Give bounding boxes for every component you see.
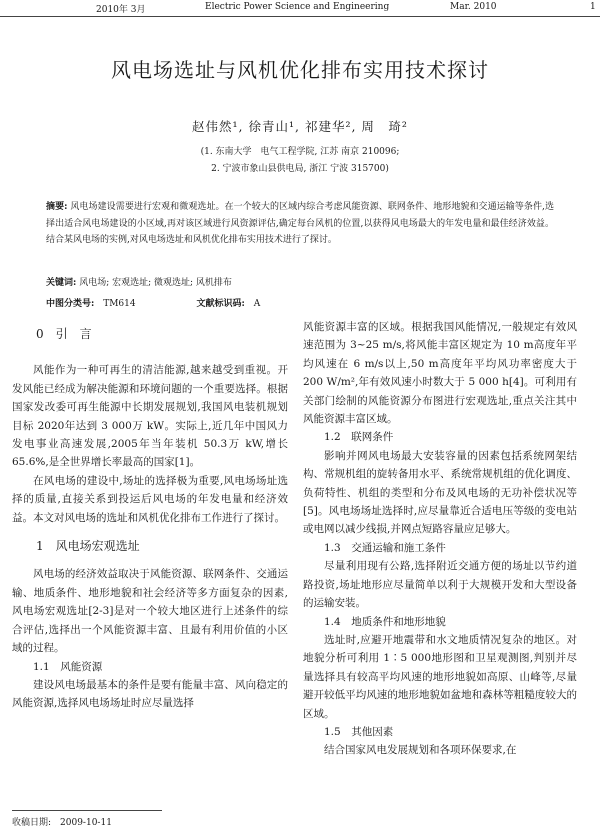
affiliation-1: (1. 东南大学 电气工程学院, 江苏 南京 210096; — [200, 147, 400, 157]
abstract — [46, 199, 554, 249]
keywords — [46, 275, 232, 288]
subsection-heading: 1.2 联网条件 — [324, 431, 394, 444]
authors: 赵伟然¹, 徐青山¹, 祁建华², 周 琦² — [192, 119, 408, 134]
subsection-heading: 1.3 交通运输和施工条件 — [324, 541, 446, 554]
running-header — [0, 0, 600, 17]
footnote-divider — [12, 810, 162, 811]
clc-label: 中图分类号: — [46, 299, 95, 309]
header-date-en: Mar. 2010 — [450, 2, 497, 12]
paragraph: 影响并网风电场最大安装容量的因素包括系统网架结构、常规机组的旋转备用水平、系统常规机组的优化调度、负荷特性、机组的类型和分布及风电场的无功补偿状况等[5]。风电场场址选择时,应尽量靠近合适电压等级的变电站或电网以减少线损,并网点短路容量应足够大。 — [303, 449, 577, 536]
subsection-heading: 1.5 其他因素 — [324, 725, 394, 738]
page-number: 1 — [590, 2, 596, 12]
header-date: 2010年 3月 — [96, 5, 146, 15]
paragraph: 结合国家风电发展规划和各项环保要求,在 — [324, 744, 517, 757]
paragraph: 风电场的经济效益取决于风能资源、联网条件、交通运输、地质条件、地形地貌和社会经济等多方面复杂的因素,风电场宏观选址[2-3]是对一个较大地区进行上述条件的综合评估,选择出一个风能资源丰富、且最有利用价值的小区域的过程。 — [12, 568, 288, 655]
classification — [46, 296, 260, 309]
doc-code-label: 文献标识码: — [196, 299, 245, 309]
right-column — [303, 318, 577, 760]
affiliation-2: 2. 宁波市象山县供电局, 浙江 宁波 315700) — [211, 164, 389, 174]
subsection-heading: 1.4 地质条件和地形地貌 — [324, 615, 446, 628]
section-heading: 1 风电场宏观选址 — [36, 539, 140, 554]
doc-code-value: A — [253, 299, 261, 309]
paragraph: 在风电场的建设中,场址的选择极为重要,风电场场址选择的质量,直接关系到投运后风电场的年发电量和经济效益。本文对风电场的选址和风机优化排布工作进行了探讨。 — [12, 474, 288, 524]
keywords-text: 风电场; 宏观选址; 微观选址; 风机排布 — [79, 278, 232, 288]
paper-title: 风电场选址与风机优化排布实用技术探讨 — [111, 58, 489, 82]
paragraph: 尽量利用现有公路,选择附近交通方便的场址以节约道路投资,场址地形应尽量简单以利于大规模开发和大型设备的运输安装。 — [303, 560, 577, 610]
paragraph: 风能资源丰富的区域。根据我国风能情况,一般规定有效风速范围为 3~25 m/s,将风能丰富区规定为 10 m高度年平均风速在 6 m/s以上,50 m高度年平均风功率密度大于 200 W/m²,年有效风速小时数大于 5 000 h[4]。可利用有关部门绘制的风能资源分布图进行宏观选址,重点关注其中风能资源丰富区域。 — [303, 321, 577, 426]
keywords-label: 关键词: — [46, 278, 77, 288]
clc-value: TM614 — [103, 299, 136, 309]
abstract-label: 摘要: — [46, 202, 68, 212]
paragraph: 建设风电场最基本的条件是要有能量丰富、风向稳定的风能资源,选择风电场场址时应尽量选择 — [12, 678, 288, 710]
received-date: 收稿日期: 2009-10-11 — [12, 818, 112, 828]
paragraph: 风能作为一种可再生的清洁能源,越来越受到重视。开发风能已经成为解决能源和环境问题的一个重要选择。根据国家发改委可再生能源中长期发展规划,我国风电装机规划目标 2020年达到 3 000万 kW。实际上,近几年中国风力发电事业高速发展,2005年当年装机 50.3万 kW,增长65.6%,是全世界增长率最高的国家[1]。 — [12, 364, 288, 469]
paragraph: 选址时,应避开地震带和水文地质情况复杂的地区。对地貌分析可利用 1∶5 000地形图和卫星观测图,判别并尽量选择具有较高平均风速的地形地貌如高原、山峰等,尽量避开较低平均风速的地形地貌如盆地和森林等粗糙度较大的区域。 — [303, 633, 577, 720]
left-column — [12, 325, 288, 713]
abstract-text: 风电场建设需要进行宏观和微观选址。在一个较大的区域内综合考虑风能资源、联网条件、地形地貌和交通运输等条件,选择出适合风电场建设的小区域,再对该区域进行风资源评估,确定每台风机的位置,以获得风电场最大的年发电量和最佳经济效益。结合某风电场的实例,对风电场选址和风机优化排布实用技术进行了探讨。 — [46, 202, 554, 245]
subsection-heading: 1.1 风能资源 — [33, 660, 103, 673]
section-heading: 0 引 言 — [36, 327, 92, 341]
header-journal: Electric Power Science and Engineering — [205, 2, 390, 12]
